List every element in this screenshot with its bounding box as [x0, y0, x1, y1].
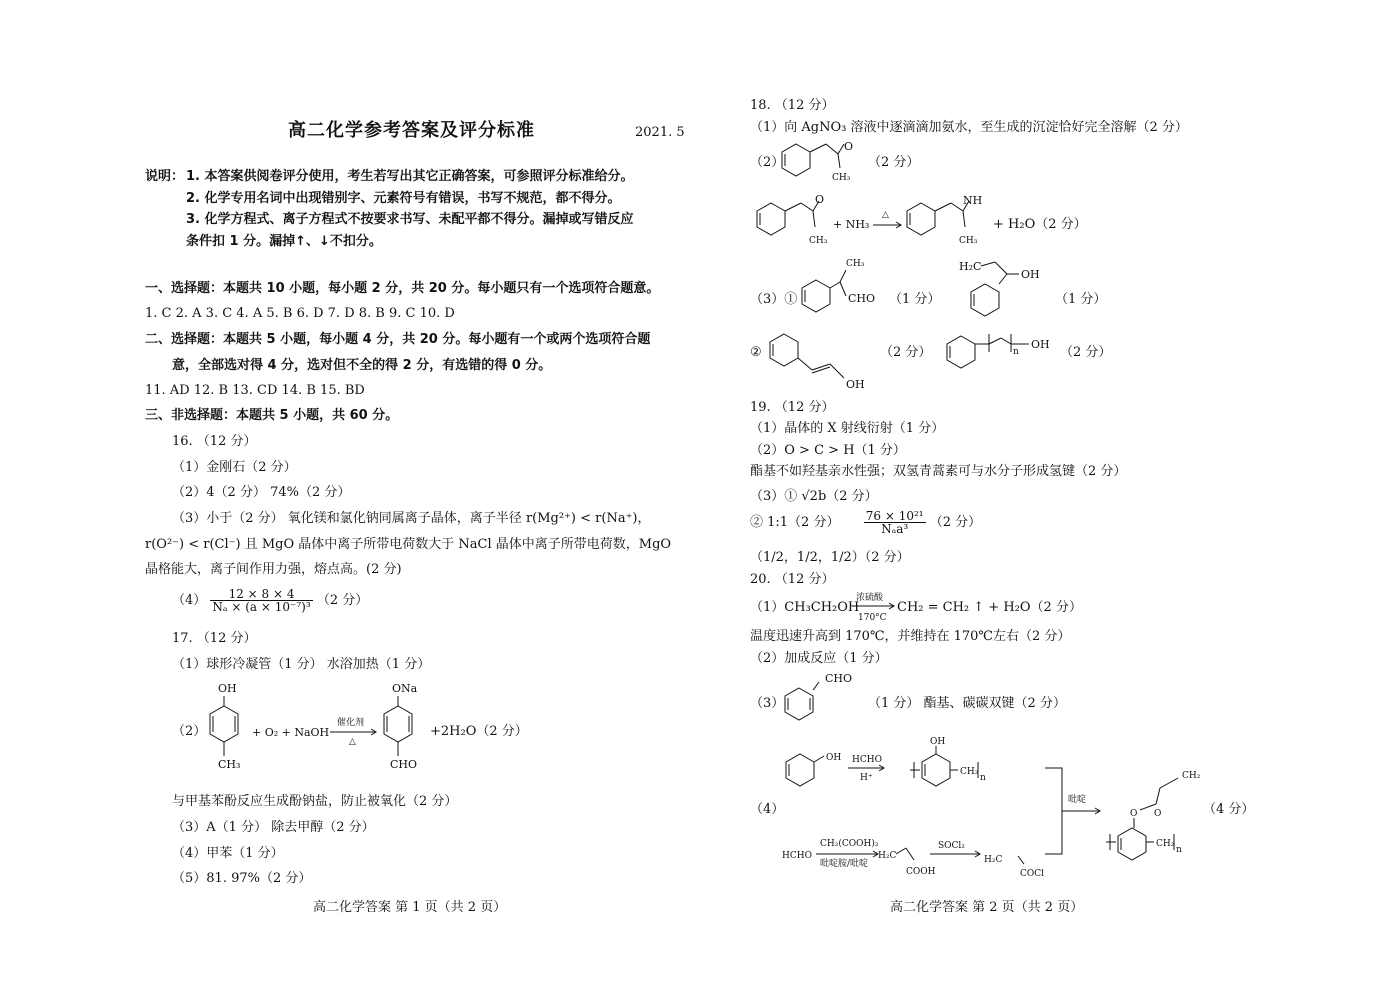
q17-heading: 17. （12 分） [172, 631, 257, 646]
q18-part3b-score-1: （2 分） [880, 345, 932, 360]
q17-ona-label: ONa [392, 682, 418, 695]
q18-part3-structure-1 [800, 254, 890, 319]
benzene-ring-icon [802, 280, 830, 312]
polymer-oh-label: OH [1031, 338, 1050, 351]
ammonia-reagent: + NH₃ [833, 218, 870, 231]
aldehyde-cho-label: CHO [848, 292, 876, 305]
note-2: 2. 化学专用名词中出现错别字、元素符号有错误，书写不规范，都不得分。 [186, 191, 621, 206]
q16-part4 [172, 588, 368, 613]
section-1-heading: 一、选择题：本题共 10 小题，每小题 2 分，共 20 分。每小题只有一个选项符合题意。 [145, 281, 660, 296]
q17-reagents: + O₂ + NaOH [252, 726, 330, 739]
q20-heading: 20. （12 分） [750, 572, 835, 587]
section-2-heading-cont: 意，全部选对得 4 分，选对但不全的得 2 分，有选错的得 0 分。 [172, 358, 552, 373]
q16-part3: （3）小于（2 分） 氧化镁和氯化钠同属离子晶体，离子半径 r(Mg²⁺) < r(Na⁺)， [172, 511, 651, 526]
socl2-reagent: SOCl₂ [938, 841, 965, 851]
q17-part4: （4）甲苯（1 分） [172, 846, 284, 861]
q19-density-numerator: 76 × 10²¹ [865, 509, 924, 523]
q16-part4-numerator: 12 × 8 × 4 [210, 588, 312, 601]
ester-o-text: O [1154, 809, 1162, 819]
q19-part2-note: 酯基不如羟基亲水性强；双氢青蒿素可与水分子形成氢键（2 分） [750, 464, 1127, 479]
vinyl-ch2-label: CH₂ [1182, 771, 1201, 781]
polymer-n-label: n [1176, 845, 1182, 855]
q16-part4-score: （2 分） [316, 593, 369, 608]
section-1-answers: 1. C 2. A 3. C 4. A 5. B 6. D 7. D 8. B 9. C 10. D [145, 306, 455, 321]
q16-part4-fraction [210, 588, 312, 613]
malonic-catalyst: 吡啶胺/吡啶 [820, 859, 869, 869]
q18-part3-score-1: （1 分） [889, 292, 941, 307]
ketone-ch3-label: CH₃ [809, 236, 828, 246]
q19-part3: （3）① √2b（2 分） [750, 489, 878, 504]
q16-part1: （1）金刚石（2 分） [172, 460, 297, 475]
hcho-start-label: HCHO [782, 851, 812, 861]
q18-heading: 18. （12 分） [750, 98, 835, 113]
q18-water-score: + H₂O（2 分） [993, 217, 1087, 232]
q19-density-fraction [864, 510, 926, 535]
cyclohexene-ring-icon [947, 336, 975, 368]
ch3-label: CH₃ [832, 173, 851, 183]
q18-part3-label: （3）① [750, 292, 798, 307]
q16-part3-cont2: 晶格能大，离子间作用力强，熔点高。(2 分) [145, 562, 402, 577]
q20-part3-label: （3） [750, 696, 785, 711]
ketone-o-label: O [815, 193, 825, 206]
q17-part2-label: （2） [172, 724, 207, 739]
hcho-reagent: HCHO [852, 755, 882, 765]
benzaldehyde-cho-label: CHO [825, 672, 853, 685]
resin-ch2-label: CH₂ [960, 767, 979, 777]
note-1: 1. 本答案供阅卷评分使用，考生若写出其它正确答案，可参照评分标准给分。 [186, 169, 634, 184]
benzene-ring-icon [907, 203, 935, 235]
q16-part2: （2）4（2 分） 74%（2 分） [172, 485, 351, 500]
q16-part3-cont: r(O²⁻) < r(Cl⁻) 且 MgO 晶体中离子所带电荷数大于 NaCl 晶体中离子所带电荷数，MgO [145, 537, 672, 552]
q18-part3b-score-2: （2 分） [1060, 345, 1112, 360]
q20-part4-label: （4） [750, 802, 785, 817]
acid-catalyst: H⁺ [860, 773, 873, 783]
q17-part3: （3）A（1 分） 除去甲醇（2 分） [172, 820, 375, 835]
q18-part3b-structure-1 [768, 330, 878, 390]
repeat-n-label: n [1013, 347, 1019, 357]
q19-part3b-label: ② 1:1（2 分） [750, 515, 840, 530]
q17-part5: （5）81. 97%（2 分） [172, 871, 312, 886]
heat-condition: △ [882, 210, 889, 220]
allyl-oh-label: OH [846, 378, 865, 391]
methyl-label: CH₃ [846, 259, 865, 269]
imine-ch3-label: CH₃ [959, 236, 978, 246]
resin-oh-text: OH [930, 737, 946, 747]
q19-part3b [750, 510, 981, 535]
q18-part3-score-2: （1 分） [1055, 292, 1107, 307]
q17-oh-label: OH [218, 682, 237, 695]
notes-label: 说明： [145, 169, 185, 184]
resin-n-label: n [980, 773, 986, 783]
section-2-answers: 11. AD 12. B 13. CD 14. B 15. BD [145, 383, 365, 398]
q20-part4-score: （4 分） [1203, 802, 1255, 817]
polymer-ch2-label: CH₂ [1156, 839, 1175, 849]
note-3-cont: 条件扣 1 分。漏掉↑、↓不扣分。 [186, 234, 382, 249]
carbonyl-o-label: O [844, 140, 854, 153]
page2-footer: 高二化学答案 第 2 页（共 2 页） [890, 900, 1084, 915]
q20-part2: （2）加成反应（1 分） [750, 651, 888, 666]
q17-heat: △ [349, 737, 356, 747]
q20-part1-arrow [850, 590, 900, 624]
q18-part3-structure-2 [955, 256, 1055, 316]
q20-part4-synthesis-scheme [780, 738, 1240, 888]
q19-part2: （2）O > C > H（1 分） [750, 443, 906, 458]
benzene-ring-icon [971, 284, 999, 316]
q17-catalyst: 催化剂 [337, 718, 365, 728]
q17-cho-label: CHO [390, 758, 418, 771]
benzene-ring-icon [757, 203, 785, 235]
q18-part1: （1）向 AgNO₃ 溶液中逐滴滴加氨水，至生成的沉淀恰好完全溶解（2 分） [750, 120, 1188, 135]
benzene-ring-icon [786, 754, 814, 786]
benzene-ring-icon [785, 688, 813, 720]
q16-part4-denominator: Nₐ × (a × 10⁻⁷)³ [212, 600, 311, 614]
q17-part1: （1）球形冷凝管（1 分） 水浴加热（1 分） [172, 657, 431, 672]
acrylic-h2c-label: H₂C [878, 851, 897, 861]
benzene-ring-icon [770, 334, 798, 366]
alcohol-oh-label: OH [1021, 268, 1040, 281]
q20-part3-score: （1 分） 酯基、碳碳双键（2 分） [868, 696, 1066, 711]
q20-temp-condition: 170°C [858, 613, 887, 623]
benzene-ring-icon [1118, 828, 1146, 860]
q20-part1-left: （1）CH₃CH₂OH [750, 600, 860, 615]
section-2-heading: 二、选择题：本题共 5 小题，每小题 4 分，共 20 分。每小题有一个或两个选项符合题 [145, 332, 651, 347]
pyridine-condition: 吡啶 [1068, 795, 1087, 805]
q19-heading: 19. （12 分） [750, 400, 835, 415]
acrylic-cooh-label: COOH [906, 867, 936, 877]
q19-part3b-score: （2 分） [929, 515, 982, 530]
q20-part1-note: 温度迅速升高到 170℃，并维持在 170℃左右（2 分） [750, 629, 1071, 644]
q20-part3-structure [783, 670, 863, 725]
benzene-ring-icon [384, 706, 412, 742]
q19-density-denominator: Nₐa³ [881, 522, 909, 536]
acyl-h2c-label: H₂C [984, 855, 1003, 865]
q17-product: +2H₂O（2 分） [430, 724, 528, 739]
benzene-ring-icon [782, 144, 810, 176]
q16-heading: 16. （12 分） [172, 434, 257, 449]
imine-nh-label: NH [963, 194, 983, 207]
document-date: 2021. 5 [635, 125, 685, 140]
q16-part4-label: （4） [172, 593, 207, 608]
q17-part2-note: 与甲基苯酚反应生成酚钠盐，防止被氧化（2 分） [172, 794, 458, 809]
page-title: 高二化学参考答案及评分标准 [288, 120, 535, 141]
q20-part1-right: CH₂ = CH₂ ↑ + H₂O（2 分） [897, 600, 1082, 615]
page1-footer: 高二化学答案 第 1 页（共 2 页） [313, 900, 507, 915]
benzene-ring-icon [922, 754, 950, 786]
q18-part2-score: （2 分） [868, 155, 920, 170]
vinyl-h2c-label: H₂C [959, 260, 982, 273]
note-3: 3. 化学方程式、离子方程式不按要求书写、未配平都不得分。漏掉或写错反应 [186, 212, 634, 227]
section-3-heading: 三、非选择题：本题共 5 小题，共 60 分。 [145, 408, 399, 423]
q20-acid-condition: 浓硫酸 [856, 593, 884, 603]
q18-part2-label: （2） [750, 155, 785, 170]
q19-part3c: （1/2，1/2，1/2）（2 分） [750, 550, 910, 565]
q17-ch3-label: CH₃ [218, 758, 241, 771]
ester-o-bridge-text: O [1130, 809, 1138, 819]
benzene-ring-icon [210, 706, 238, 742]
q18-part3b-label: ② [750, 345, 762, 360]
malonic-reagent: CH₂(COOH)₂ [820, 839, 879, 849]
q19-part1: （1）晶体的 X 射线衍射（1 分） [750, 421, 945, 436]
phenol-oh-text: OH [826, 753, 842, 763]
q18-part3b-structure-2 [945, 330, 1055, 375]
acyl-cocl-label: COCl [1020, 869, 1045, 879]
